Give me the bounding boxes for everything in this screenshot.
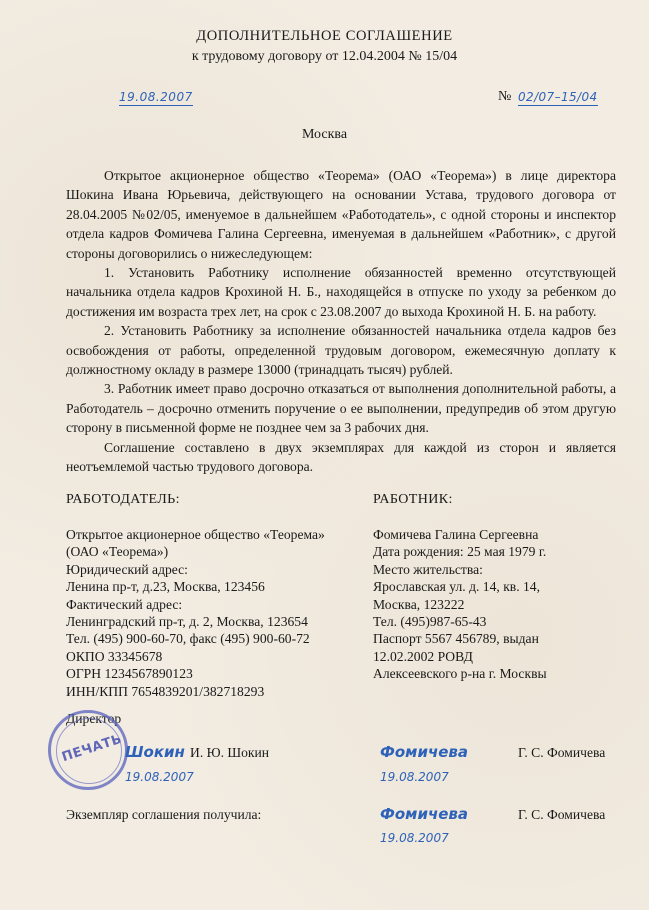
- employee-line: Алексеевского р-на г. Москвы: [373, 666, 547, 682]
- employee-line: Тел. (495)987-65-43: [373, 614, 487, 630]
- copy-sign-date: 19.08.2007: [380, 831, 449, 845]
- employer-line: Ленинградский пр-т, д. 2, Москва, 123654: [66, 614, 308, 630]
- copy-received-label: Экземпляр соглашения получила:: [66, 807, 262, 822]
- employee-line: 12.02.2002 РОВД: [373, 648, 473, 664]
- city: Москва: [301, 127, 348, 142]
- employee-heading: РАБОТНИК:: [373, 492, 453, 507]
- employer-line: ОКПО 33345678: [66, 648, 163, 664]
- employer-line: ОГРН 1234567890123: [66, 666, 193, 682]
- employer-line: Юридический адрес:: [66, 561, 188, 577]
- employee-signature: Фомичева: [380, 743, 469, 761]
- employer-line: Тел. (495) 900-60-70, факс (495) 900-60-72: [66, 631, 310, 647]
- employer-heading: РАБОТОДАТЕЛЬ:: [66, 492, 180, 507]
- employer-line: Ленина пр-т, д.23, Москва, 123456: [66, 579, 265, 595]
- employee-line: Москва, 123222: [373, 596, 465, 612]
- employee-line: Дата рождения: 25 мая 1979 г.: [373, 544, 547, 560]
- employee-sign-date: 19.08.2007: [380, 770, 449, 784]
- paragraph-preamble: Открытое акционерное общество «Теорема» (ОАО «Теорема») в лице директора Шокина Ивана Юрьевича, действующего на основании Устава, трудового договора от 28.04.2005 №02/05, именуемое в дальнейшем «Работодатель», с одной стороны и инспектор отдела кадров Фомичева Галина Сергеевна, именуемая в дальнейшем «Работник», с другой стороны договорились о нижеследующем:: [66, 168, 616, 261]
- director-label: Директор: [66, 711, 122, 726]
- paragraph-clause-1: 1. Установить Работнику исполнение обязанностей временно отсутствующей начальника отдела кадров Крохиной Н. Б., находящейся в отпуске по уходу за ребенком до достижения им возраста трех лет, на срок с 23.08.2007 до выхода Крохиной Н. Б. на работу.: [66, 265, 616, 319]
- employee-details: [373, 526, 547, 683]
- employee-line: Ярославская ул. д. 14, кв. 14,: [373, 579, 541, 595]
- copy-recipient-name: Г. С. Фомичева: [518, 807, 606, 822]
- paragraph-clause-2: 2. Установить Работнику за исполнение обязанностей начальника отдела кадров без освобождения от работы, определенной трудовым договором, ежемесячную доплату к должностному окладу в размере 13000 (тринадцать тысяч) рублей.: [66, 323, 616, 378]
- employee-line: Место жительства:: [373, 561, 483, 577]
- employee-name: Г. С. Фомичева: [518, 745, 606, 760]
- employer-line: Фактический адрес:: [66, 596, 183, 612]
- company-stamp: [48, 710, 128, 790]
- director-signature: Шокин: [125, 743, 185, 761]
- employer-line: Открытое акционерное общество «Теорема»: [66, 527, 325, 542]
- director-name: И. Ю. Шокин: [190, 745, 270, 760]
- handwritten-date: 19.08.2007: [119, 90, 193, 104]
- document-subtitle: к трудовому договору от 12.04.2004 № 15/04: [191, 49, 458, 64]
- paragraph-clause-3: 3. Работник имеет право досрочно отказаться от выполнения дополнительной работы, а Работодатель – досрочно отменить поручение о ее выполнении, предупредив об этом другую сторону в письменной форме не позднее чем за 3 рабочих дня.: [66, 381, 616, 436]
- employer-line: (ОАО «Теорема»): [66, 544, 169, 560]
- number-label: №: [498, 89, 512, 104]
- employee-line: Паспорт 5567 456789, выдан: [373, 631, 539, 647]
- agreement-body: [66, 166, 616, 477]
- document-title: ДОПОЛНИТЕЛЬНОЕ СОГЛАШЕНИЕ: [196, 28, 453, 44]
- employer-line: ИНН/КПП 7654839201/382718293: [66, 683, 265, 699]
- employer-details: [66, 526, 325, 700]
- copy-signature: Фомичева: [380, 805, 469, 823]
- employee-line: Фомичева Галина Сергеевна: [373, 527, 539, 542]
- paragraph-closing: Соглашение составлено в двух экземплярах для каждой из сторон и является неотъемлемой частью трудового договора.: [66, 439, 616, 475]
- director-sign-date: 19.08.2007: [125, 770, 194, 784]
- stamp-text: ПЕЧАТЬ: [60, 731, 124, 766]
- handwritten-number: 02/07–15/04: [518, 90, 598, 104]
